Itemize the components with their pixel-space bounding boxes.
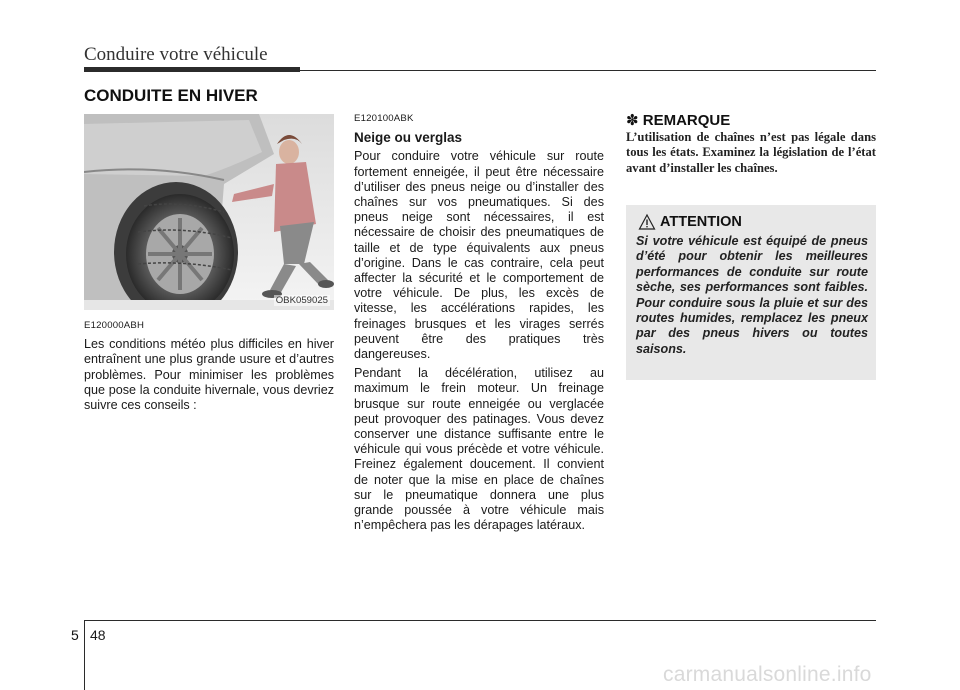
footer-vertical-rule [84, 620, 85, 690]
warning-text: Si votre véhicule est équipé de pneus d’été pour obtenir les meilleures performances de conduite sur route sèche, ses performances sont faibles. Pour conduire sous la pluie et sur des routes humides, remplacez les pneux par des pneus hivers ou toutes saisons. [636, 234, 868, 356]
remark-text: L’utilisation de chaînes n’est pas légale dans tous les états. Examinez la législation de l’état avant d’installer les chaînes. [626, 130, 876, 175]
figure-code: OBK059025 [275, 295, 328, 306]
remark-asterisk-icon: ✽ [626, 112, 639, 129]
chapter-title: Conduire votre véhicule [84, 44, 268, 65]
snow-ice-paragraph-2: Pendant la décélération, utilisez au maximum le frein moteur. Un freinage brusque sur route enneigée ou verglacée peut provoquer des patinages. Vous devez conserver une distance suffisante entre le véhicule qui vous précède et votre véhicule. Freinez également doucement. Il convient de noter que la mise en place de chaînes sur le pneumatique donnera une plus grande poussée à votre véhicule mais n’empêchera pas les dérapages latéraux. [354, 366, 604, 533]
illustration-graphic [84, 114, 334, 310]
warning-triangle-icon [638, 213, 656, 231]
tire-chain-illustration [84, 114, 334, 310]
section-title: CONDUITE EN HIVER [84, 86, 258, 105]
remark-title: REMARQUE [642, 112, 731, 129]
intro-paragraph: Les conditions météo plus difficiles en hiver entraînent une plus grande usure et d’autres problèmes. Pour minimiser les problèmes que pose la conduite hivernale, vous devriez suivre ces conseils : [84, 337, 334, 413]
header-rule-thick [84, 67, 300, 72]
section-number: 5 [71, 627, 79, 643]
footer-rule [84, 620, 876, 621]
intro-code: E120000ABH [84, 320, 145, 331]
header-rule-thin [300, 70, 876, 71]
snow-ice-column [354, 111, 604, 537]
warning-title: ATTENTION [660, 214, 742, 230]
warning-box [626, 205, 876, 380]
watermark-url: carmanualsonline.info [663, 663, 872, 686]
warning-header [638, 213, 868, 231]
snow-ice-heading: Neige ou verglas [354, 130, 463, 146]
page-number: 48 [90, 627, 106, 643]
snow-ice-paragraph-1: Pour conduire votre véhicule sur route fortement enneigée, il peut être nécessaire d’utiliser des pneus neige ou d’installer des chaînes sur vos pneumatiques. Si des pneus neige sont nécessaires, il est nécessaire de choisir des pneumatiques de taille et de type équivalents aux pneus d’origine. Dans le cas contraire, cela peut affecter la sécurité et le comportement de votre véhicule. De plus, les excès de vitesse, les accélérations rapides, les freinages brusques et les virages serrés peuvent être des pratiques très dangereuses. [354, 149, 604, 362]
intro-column [84, 318, 334, 417]
snow-ice-code: E120100ABK [354, 113, 414, 124]
remark-heading [626, 111, 730, 129]
